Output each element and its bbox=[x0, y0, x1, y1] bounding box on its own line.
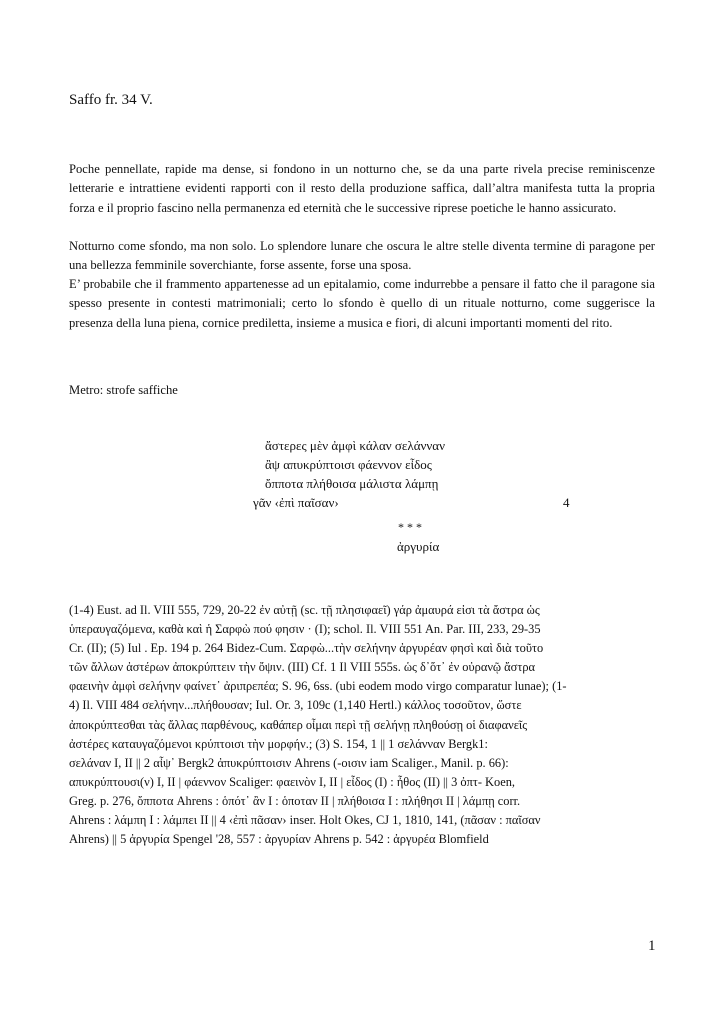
verse-number: 4 bbox=[563, 495, 570, 510]
apparatus-line: Greg. p. 276, ὄπποτα Ahrens : ὁπότ᾽ ἂν I : ὁποταν II | πλήθοισα I : πλήθησι II | λάμπῃ corr. bbox=[69, 793, 521, 808]
apparatus-line: φαεινὴν ἀμφὶ σελήνην φαίνετ᾽ ἀριπρεπέα; S. 96, 6ss. (ubi eodem modo virgo comparatur lunae); (1- bbox=[69, 679, 567, 694]
lacuna-separator: * * * bbox=[398, 520, 422, 534]
meter-note: Metro: strofe saffiche bbox=[69, 383, 178, 397]
apparatus-line: ὑπεραυγαζόμενα, καθὰ καὶ ἡ Σαρφὼ πού φησιν · (I); schol. Il. VIII 551 An. Par. III, 233, 29-35 bbox=[69, 622, 541, 637]
page-number: 1 bbox=[648, 938, 656, 954]
intro-paragraph: Poche pennellate, rapide ma dense, si fondono in un notturno che, se da una parte rivela precise reminiscenze letterarie e intrattiene evidenti rapporti con il resto della produzione saffica, dall’altra manifesta tutta la propria forza e il proprio fascino nella permanenza ed eternità che le successive riprese poetiche le hanno assicurato. bbox=[69, 162, 655, 215]
apparatus-line: ἀστέρες καταυγαζόμενοι κρύπτοισι τὴν μορφήν.; (3) S. 154, 1 || 1 σελάνναν Bergk1: bbox=[69, 736, 488, 751]
apparatus-line: τῶν ἄλλων ἀστέρων ἀποκρύπτειν τὴν ὄψιν. (III) Cf. 1 Il VIII 555s. ὡς δ᾽ὅτ᾽ ἐν οὐρανῷ ἄστρα bbox=[69, 660, 535, 675]
apparatus-line: σελάναν I, II || 2 αἶψ᾽ Bergk2 ἀπυκρύπτοισιν Ahrens (-οισιν iam Scaliger., Manil. p. 66): bbox=[69, 755, 509, 770]
apparatus-line: Ahrens : λάμπη I : λάμπει II || 4 ‹ἐπὶ πᾶσαν› inser. Holt Okes, CJ 1, 1810, 141, (πᾶσαν : παῖσαν bbox=[69, 813, 541, 828]
verse-line-3: ὄπποτα πλήθοισα μάλιστα λάμπῃ bbox=[265, 476, 439, 491]
verse-line-2: ἂψ απυκρύπτοισι φάεννον εἶδος bbox=[265, 457, 432, 472]
verse-line-4: γᾶν ‹ἐπὶ παῖσαν› bbox=[253, 495, 339, 510]
apparatus-line: Cr. (II); (5) Iul . Ep. 194 p. 264 Bidez-Cum. Σαρφὼ...τὴν σελήνην ἀργυρέαν φησὶ καὶ διὰ τοῦτο bbox=[69, 641, 544, 656]
apparatus-line: Ahrens) || 5 ἀργυρία Spengel '28, 557 : ἀργυρίαν Ahrens p. 542 : ἀργυρέα Blomfield bbox=[69, 832, 489, 847]
critical-apparatus bbox=[69, 601, 655, 849]
verse-line-1: ἄστερες μὲν ἀμφὶ κάλαν σελάνναν bbox=[265, 438, 445, 453]
apparatus-line: ἀποκρύπτεσθαι τὰς ἄλλας παρθένους, καθάπερ οἶμαι περὶ τῇ σελήνῃ πληθούσῃ οἱ διαφανεῖς bbox=[69, 717, 528, 732]
apparatus-line: 4) Il. VIII 484 σελήνην...πλήθουσαν; Iul. Or. 3, 109c (1,140 Hertl.) κάλλος τοσοῦτον, ὥστε bbox=[69, 698, 522, 713]
nocturne-paragraph: Notturno come sfondo, ma non solo. Lo splendore lunare che oscura le altre stelle diventa termine di paragone per una bellezza femminile soverchiante, forse assente, forse una sposa. bbox=[69, 239, 655, 273]
epithalamium-paragraph: E’ probabile che il frammento appartenesse ad un epitalamio, come indurrebbe a pensare il fatto che il paragone sia spesso presente in contesti matrimoniali; certo lo sfondo è quello di un rituale notturno, come suggerisce la presenza della luna piena, cornice prediletta, insieme a musica e fiori, di alcuni importanti momenti del rito. bbox=[69, 277, 655, 330]
page-title: Saffo fr. 34 V. bbox=[69, 92, 153, 108]
verse-line-5: ἀργυρία bbox=[397, 539, 440, 554]
apparatus-line: απυκρύπτουσι(ν) I, II | φάεννον Scaliger: φαεινὸν I, II | εἶδος (I) : ἦθος (II) || 3 ὀπτ- Koen, bbox=[69, 774, 515, 789]
apparatus-line: (1-4) Eust. ad Il. VIII 555, 729, 20-22 ἐν αὐτῇ (sc. τῇ πλησιφαεῖ) γάρ ἀμαυρά εἰσι τὰ ἄστρα ὡς bbox=[69, 603, 540, 617]
